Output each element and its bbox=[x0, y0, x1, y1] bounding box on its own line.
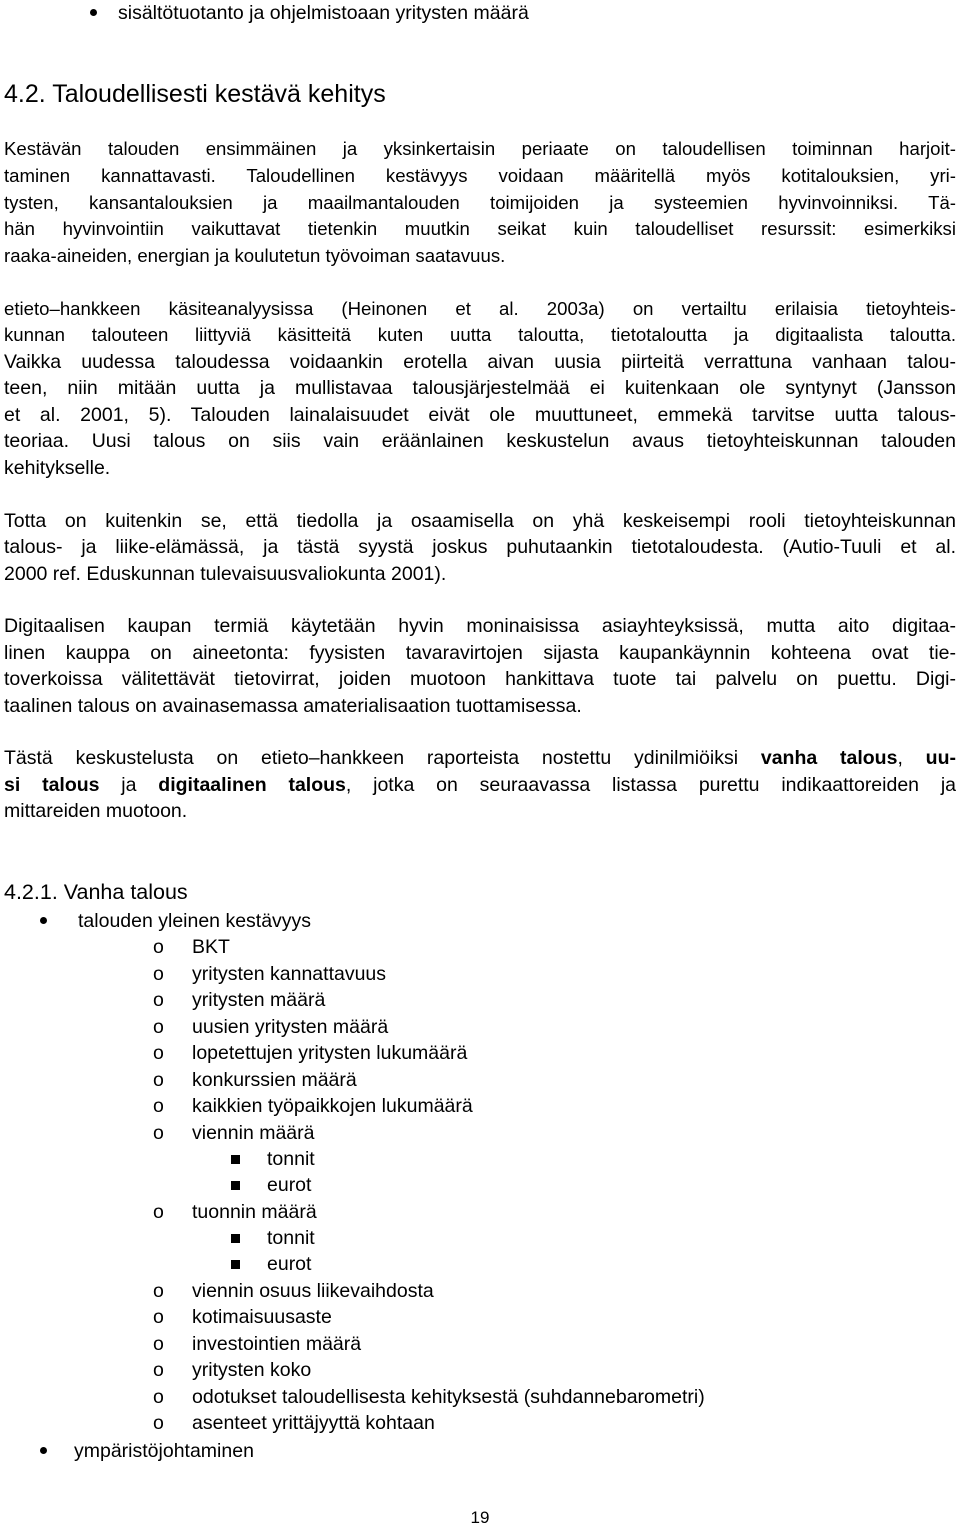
list-item-subsub: eurot bbox=[267, 1174, 312, 1196]
term-digitaalinen-talous: digitaalinen talous bbox=[158, 774, 346, 796]
circle-bullet-icon: o bbox=[153, 1333, 164, 1355]
circle-bullet-icon: o bbox=[153, 1359, 164, 1381]
p2-line-4: teen, niin mitään uutta ja mullistavaa talousjärjestelmää ei kuitenkaan ole syntynyt (Jansson bbox=[4, 377, 956, 399]
list-item-sub: investointien määrä bbox=[192, 1333, 362, 1355]
square-bullet-icon bbox=[231, 1260, 240, 1269]
list-item-sub: kaikkien työpaikkojen lukumäärä bbox=[192, 1095, 473, 1117]
list-item-sub: lopetettujen yritysten lukumäärä bbox=[192, 1042, 468, 1064]
p3-line-3: 2000 ref. Eduskunnan tulevaisuusvaliokunta 2001). bbox=[4, 563, 447, 585]
list-item-subsub: tonnit bbox=[267, 1148, 315, 1170]
term-vanha-talous: vanha talous bbox=[760, 747, 898, 769]
p1-line-1: Kestävän talouden ensimmäinen ja yksinkertaisin periaate on taloudellisen toiminnan harjoit- bbox=[4, 138, 956, 159]
term-uusi-talous-end: si talous bbox=[4, 774, 100, 796]
list-item-sub: viennin osuus liikevaihdosta bbox=[192, 1280, 434, 1302]
p5-text: ja bbox=[99, 774, 159, 796]
square-bullet-icon bbox=[231, 1155, 240, 1164]
term-uusi-talous-start: uu- bbox=[925, 747, 956, 769]
list-item-sub: odotukset taloudellisesta kehityksestä (suhdannebarometri) bbox=[192, 1386, 705, 1408]
circle-bullet-icon: o bbox=[153, 1016, 164, 1038]
p1-line-2: taminen kannattavasti. Taloudellinen kestävyys voidaan määritellä myös kotitalouksien, yri- bbox=[4, 165, 956, 186]
top-bullet-text: sisältötuotanto ja ohjelmistoaan yritysten määrä bbox=[118, 2, 529, 24]
square-bullet-icon bbox=[231, 1234, 240, 1243]
subsection-heading: 4.2.1. Vanha talous bbox=[4, 880, 188, 904]
list-item-sub: kotimaisuusaste bbox=[192, 1306, 332, 1328]
list-item-sub: viennin määrä bbox=[192, 1122, 315, 1144]
p5-line-2 bbox=[4, 772, 956, 798]
circle-bullet-icon: o bbox=[153, 1095, 164, 1117]
p2-line-1: etieto–hankkeen käsiteanalyysissa (Heinonen et al. 2003a) on vertailtu erilaisia tietoyhteis- bbox=[4, 298, 956, 319]
p5-text: , bbox=[897, 747, 926, 769]
p2-line-7: kehitykselle. bbox=[4, 457, 111, 479]
list-item-sub: konkurssien määrä bbox=[192, 1069, 357, 1091]
p4-line-2: linen kauppa on aineetonta: fyysisten tavaravirtojen sijasta kaupankäynnin kohteena ovat tie- bbox=[4, 642, 956, 664]
circle-bullet-icon: o bbox=[153, 1306, 164, 1328]
p2-line-3: Vaikka uudessa taloudessa voidaankin erotella aivan uusia piirteitä verrattuna vanhaan talou- bbox=[4, 351, 956, 373]
bullet-icon bbox=[40, 1447, 47, 1454]
p5-text: , jotka on seuraavassa listassa purettu indikaattoreiden ja bbox=[345, 774, 957, 796]
p4-line-4: taalinen talous on avainasemassa amaterialisaation tuottamisessa. bbox=[4, 695, 582, 717]
list-item-sub: yritysten koko bbox=[192, 1359, 312, 1381]
list-item-sub: uusien yritysten määrä bbox=[192, 1016, 389, 1038]
list-item-sub: yritysten määrä bbox=[192, 989, 326, 1011]
list-item-sub: asenteet yrittäjyyttä kohtaan bbox=[192, 1412, 435, 1434]
circle-bullet-icon: o bbox=[153, 936, 164, 958]
square-bullet-icon bbox=[231, 1181, 240, 1190]
circle-bullet-icon: o bbox=[153, 1122, 164, 1144]
p4-line-3: toverkoissa välitettävät tietovirrat, joiden muotoon hankittava tuote tai palvelu on puettu. Digi- bbox=[4, 668, 956, 690]
list-item-sub: yritysten kannattavuus bbox=[192, 963, 387, 985]
p2-line-2: kunnan talouteen liittyviä käsitteitä kuten uutta taloutta, tietotaloutta ja digitaalista taloutta. bbox=[4, 324, 956, 345]
list-item-main: talouden yleinen kestävyys bbox=[78, 910, 312, 932]
list-item-sub: BKT bbox=[192, 936, 230, 958]
circle-bullet-icon: o bbox=[153, 989, 164, 1011]
p3-line-1: Totta on kuitenkin se, että tiedolla ja osaamisella on yhä keskeisempi rooli tietoyhteiskunnan bbox=[4, 510, 956, 532]
p5-line-1 bbox=[4, 745, 956, 771]
bullet-icon bbox=[90, 9, 97, 16]
p1-line-3: tysten, kansantalouksien ja maailmantalouden toimijoiden ja systeemien hyvinvoinniksi. Tä- bbox=[4, 192, 956, 213]
p1-line-4: hän hyvinvointiin vaikuttavat tietenkin muutkin seikat kuin taloudelliset resurssit: esimerkiksi bbox=[4, 218, 956, 239]
p5-text: Tästä keskustelusta on etieto–hankkeen raporteista nostettu ydinilmiöiksi bbox=[4, 747, 761, 769]
page-number: 19 bbox=[470, 1508, 490, 1527]
p5-line-3: mittareiden muotoon. bbox=[4, 800, 188, 822]
bullet-icon bbox=[40, 917, 47, 924]
list-item-subsub: tonnit bbox=[267, 1227, 315, 1249]
circle-bullet-icon: o bbox=[153, 963, 164, 985]
circle-bullet-icon: o bbox=[153, 1069, 164, 1091]
circle-bullet-icon: o bbox=[153, 1042, 164, 1064]
p1-line-5: raaka-aineiden, energian ja koulutetun työvoiman saatavuus. bbox=[4, 245, 506, 266]
section-heading: 4.2. Taloudellisesti kestävä kehitys bbox=[4, 80, 386, 108]
list-item-sub: tuonnin määrä bbox=[192, 1201, 317, 1223]
list-item-subsub: eurot bbox=[267, 1253, 312, 1275]
p3-line-2: talous- ja liike-elämässä, ja tästä syystä joskus puhutaankin tietotaloudesta. (Autio-Tuuli et al. bbox=[4, 536, 956, 558]
circle-bullet-icon: o bbox=[153, 1386, 164, 1408]
circle-bullet-icon: o bbox=[153, 1412, 164, 1434]
circle-bullet-icon: o bbox=[153, 1201, 164, 1223]
p4-line-1: Digitaalisen kaupan termiä käytetään hyvin moninaisissa asiayhteyksissä, mutta aito digitaa- bbox=[4, 615, 956, 637]
list-item-main: ympäristöjohtaminen bbox=[74, 1440, 254, 1462]
circle-bullet-icon: o bbox=[153, 1280, 164, 1302]
p2-line-5: et al. 2001, 5). Talouden lainalaisuudet eivät ole muuttuneet, emmekä tarvitse uutta talous- bbox=[4, 404, 956, 426]
p2-line-6: teoriaa. Uusi talous on siis vain eräänlainen keskustelun avaus tietoyhteiskunnan talouden bbox=[4, 430, 956, 452]
